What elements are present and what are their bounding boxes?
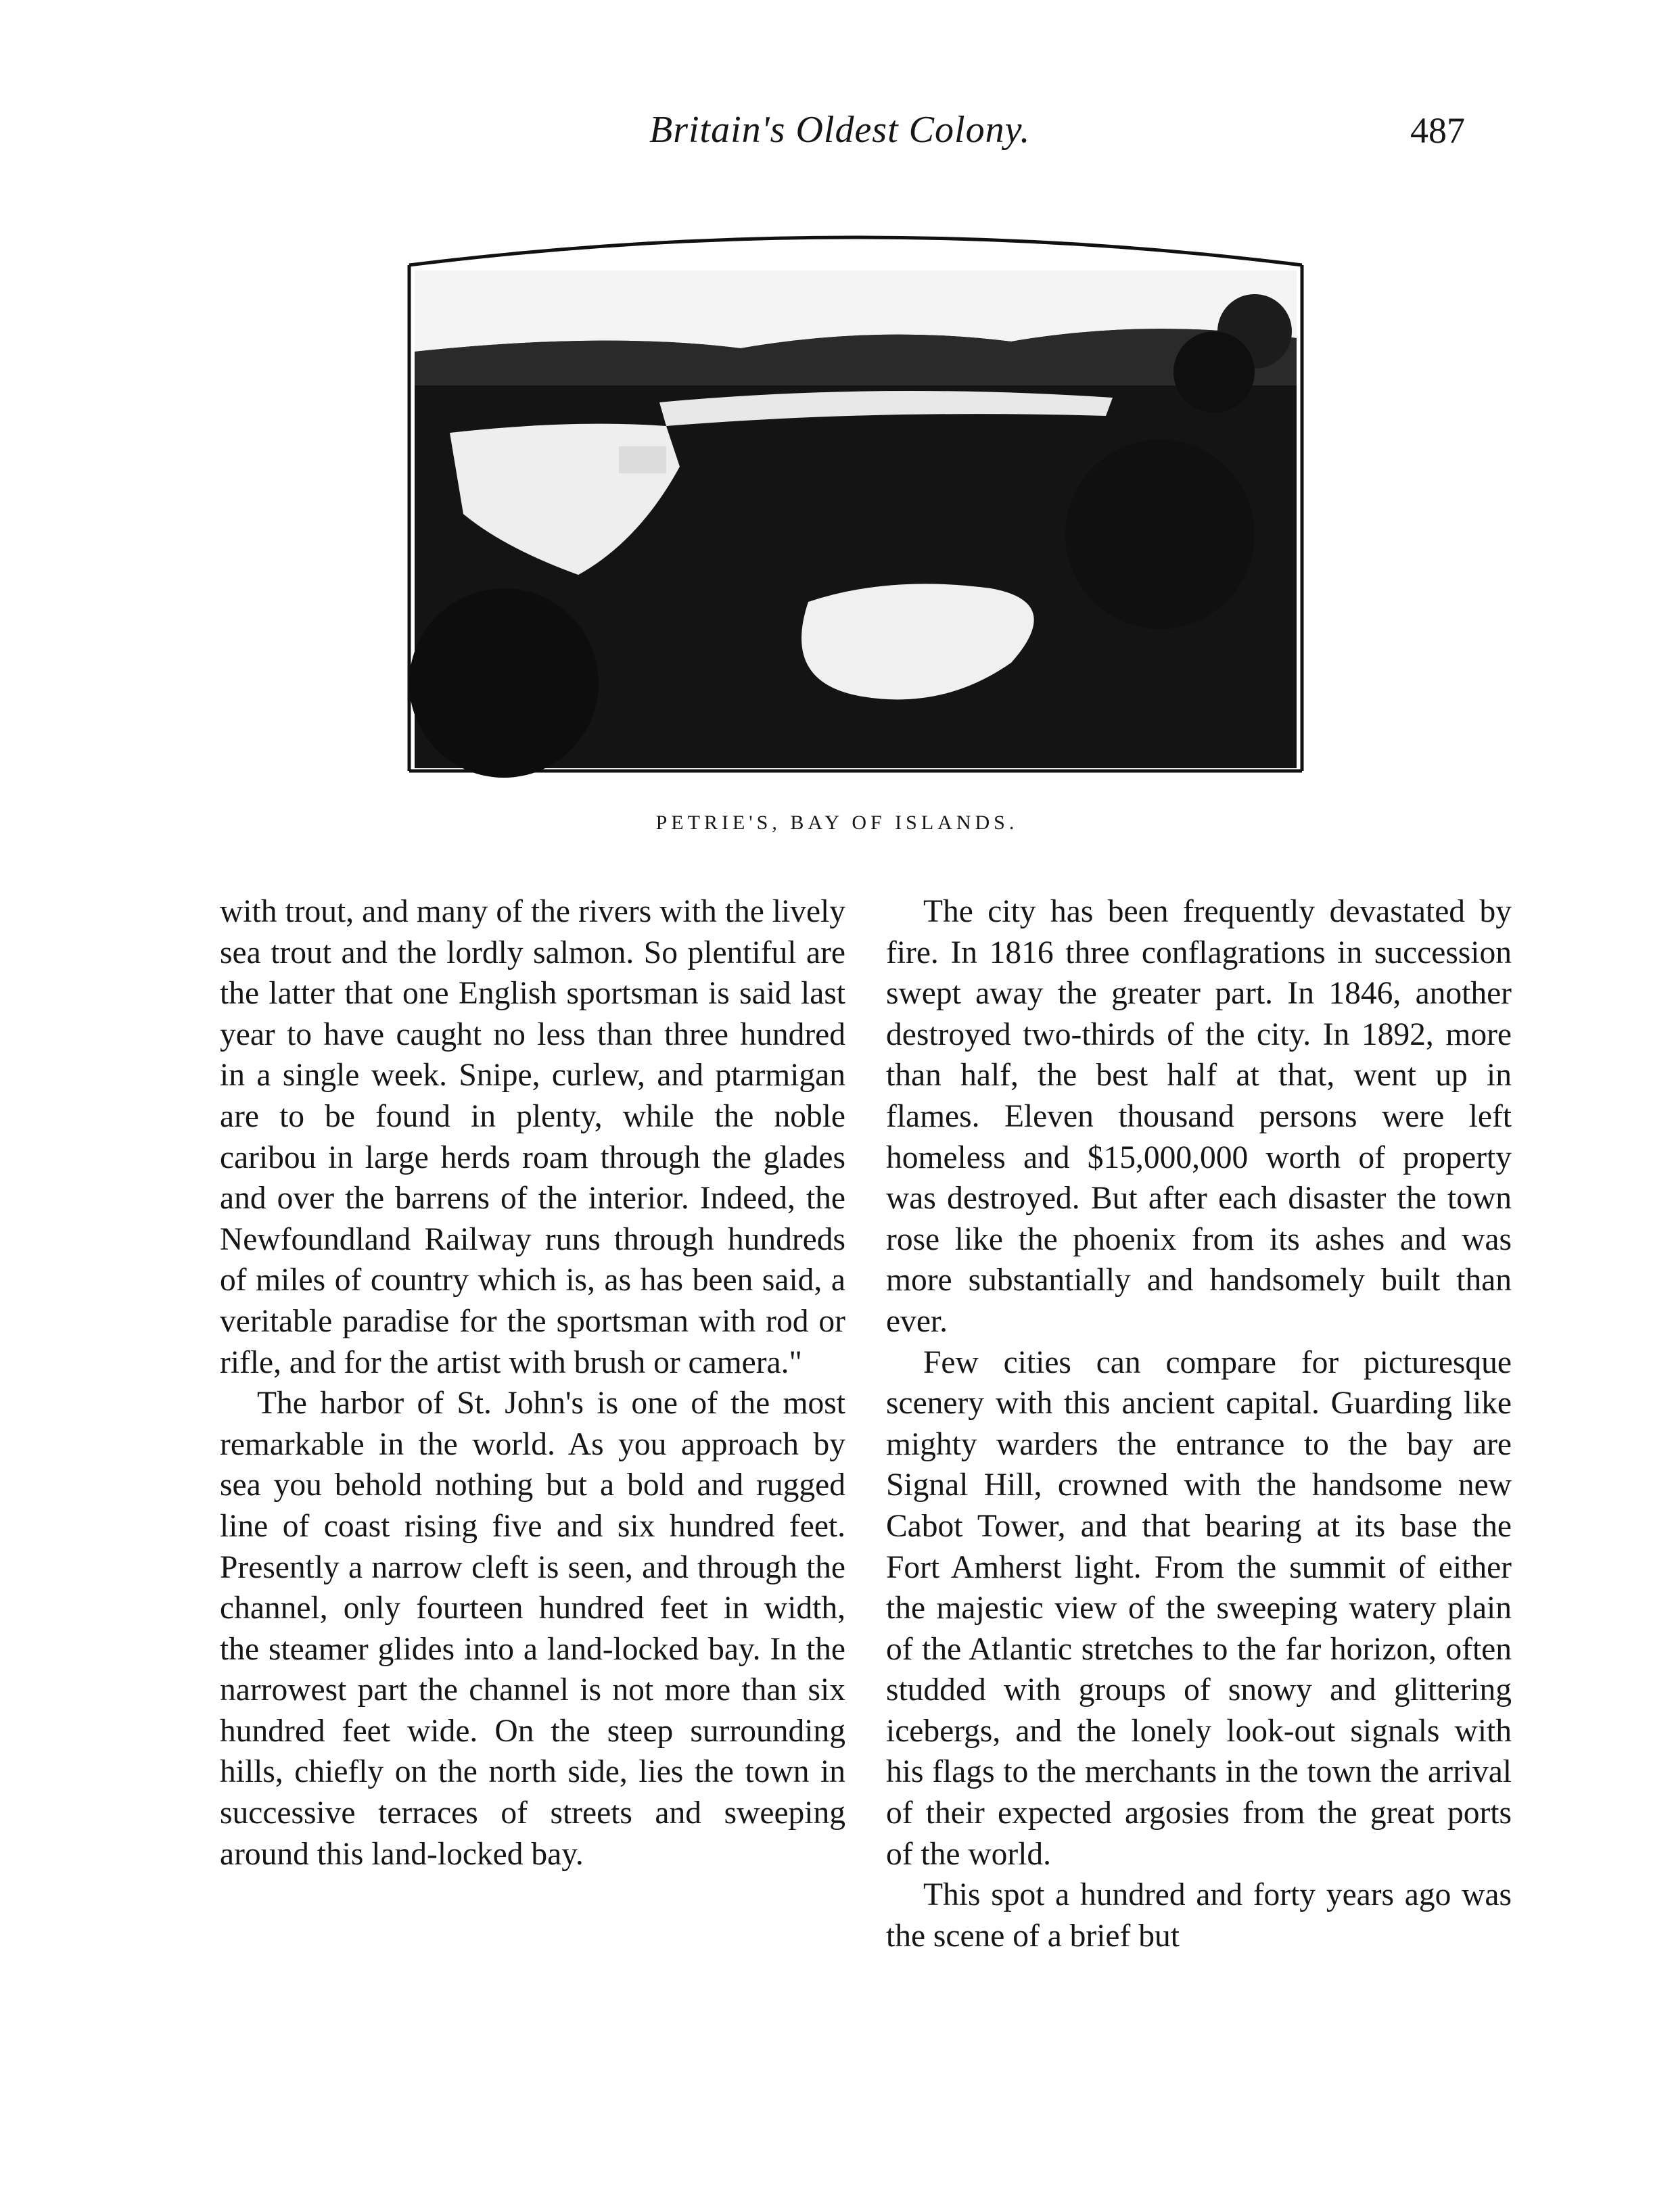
landscape-photograph	[402, 223, 1309, 778]
right-text-column	[886, 891, 1512, 1956]
photo-tree-cluster	[409, 588, 599, 778]
photo-tree-cluster	[1065, 440, 1255, 629]
photo-boathouse	[619, 446, 666, 473]
left-paragraph-2: The harbor of St. John's is one of the most remarkable in the world. As you approach by sea you behold nothing but a bold and rugged line of coast rising five and six hundred feet. Presently a narrow cleft is seen, and through the channel, only fourteen hundred feet in width, the steamer glides into a land-locked bay. In the narrowest part the channel is not more than six hundred feet wide. On the steep surrounding hills, chiefly on the north side, lies the town in successive terraces of streets and sweeping around this land-locked bay.	[220, 1386, 845, 1872]
left-paragraph-1: with trout, and many of the rivers with the lively sea trout and the lordly salmon. So plentiful are the latter that one English sportsman is said last year to have caught no less than three hundred in a single week. Snipe, curlew, and ptarmigan are to be found in plenty, while the noble caribou in large herds roam through the glades and over the barrens of the interior. Indeed, the Newfoundland Railway runs through hundreds of miles of country which is, as has been said, a veritable paradise for the sportsman with rod or rifle, and for the artist with brush or camera."	[220, 894, 845, 1380]
right-paragraph-3: This spot a hundred and forty years ago was the scene of a brief but	[886, 1877, 1512, 1954]
photo-arched-frame	[409, 237, 1302, 265]
photo-tree-cluster	[1173, 331, 1255, 413]
right-paragraph-2: Few cities can compare for picturesque scenery with this ancient capital. Guarding like mighty warders the entrance to the bay are Signal Hill, crowned with the handsome new Cabot Tower, and that bearing at its base the Fort Amherst light. From the summit of either the majestic view of the sweeping watery plain of the Atlantic stretches to the far horizon, often studded with groups of snowy and glittering icebergs, and the lonely look-out signals with his flags to the merchants in the town the arrival of their expected argosies from the great ports of the world.	[886, 1344, 1512, 1872]
running-title: Britain's Oldest Colony.	[649, 109, 1031, 151]
page-number: 487	[1410, 110, 1465, 151]
right-paragraph-1: The city has been frequently devastated by fire. In 1816 three conflagrations in succession swept away the greater part. In 1846, another destroyed two-thirds of the city. In 1892, more than half, the best half at that, went up in flames. Eleven thousand persons were left homeless and $15,000,000 worth of property was destroyed. But after each disaster the town rose like the phoenix from its ashes and was more substantially and handsomely built than ever.	[886, 894, 1512, 1339]
figure-caption: PETRIE'S, BAY OF ISLANDS.	[655, 811, 1019, 834]
left-text-column	[220, 891, 845, 1875]
photograph-figure	[402, 223, 1309, 778]
